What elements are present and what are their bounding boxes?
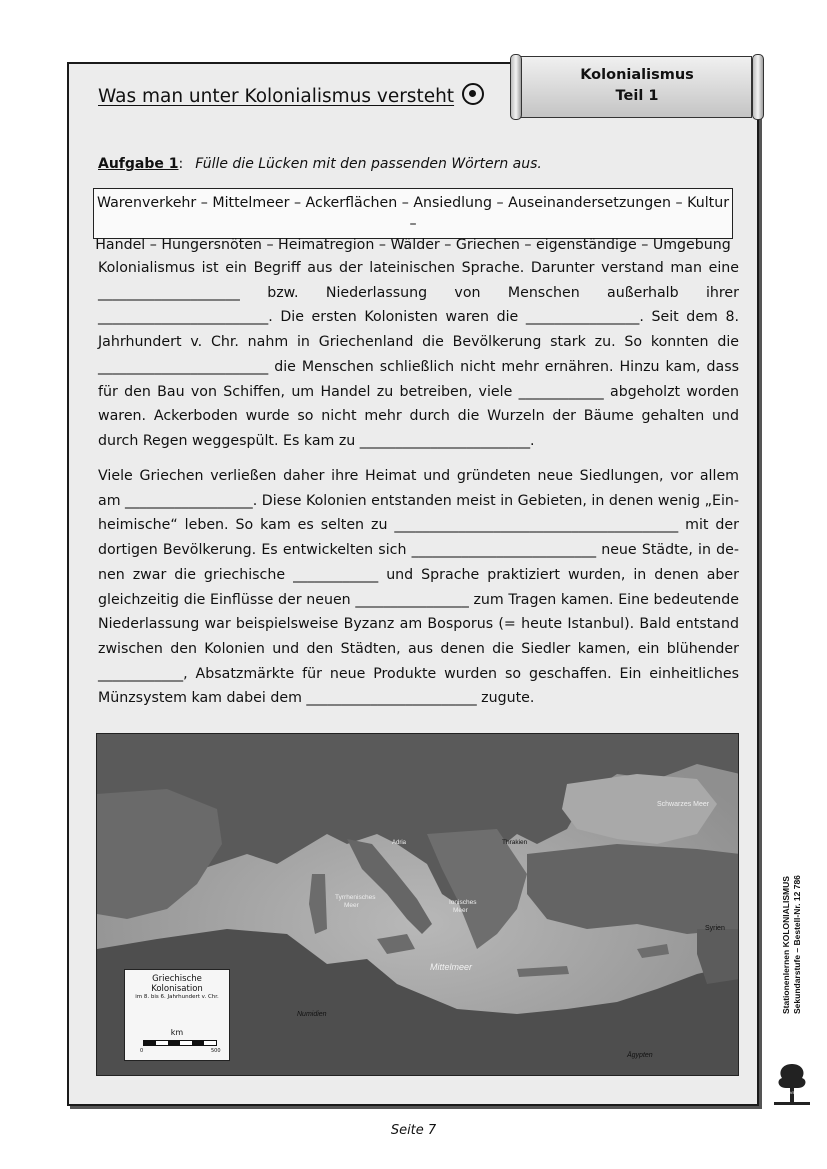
blank-field[interactable]: ____________ bbox=[98, 665, 184, 682]
word-bank-line-1: Warenverkehr – Mittelmeer – Ackerflächen – Ansiedlung – Auseinandersetzungen – Kultur – bbox=[96, 195, 730, 232]
task-label: Aufgabe 1 bbox=[98, 156, 179, 172]
task-colon: : bbox=[178, 156, 184, 172]
map-label-ionian-2: Meer bbox=[453, 907, 468, 914]
text-segment: Viele Griechen verließen daher ihre Heimat und gründeten neue Siedlungen, vor allem am bbox=[98, 468, 739, 509]
text-segment: und Sprache praktiziert wurden, in denen aber gleichzeitig die Einflüsse der neuen bbox=[98, 566, 739, 608]
map-label-black-sea: Schwarzes Meer bbox=[657, 801, 710, 808]
blank-field[interactable]: ________________________________________ bbox=[394, 517, 679, 534]
legend-unit: km bbox=[170, 1028, 184, 1037]
text-segment: die Menschen schließlich nicht mehr ernähren. Hinzu kam, dass für den Bau von Schiffen, um Handel zu betreiben, viele bbox=[98, 358, 739, 400]
blank-field[interactable]: ________________________ bbox=[98, 309, 269, 326]
blank-field[interactable]: __________________ bbox=[125, 492, 253, 509]
map-label-tyrrhenian-2: Meer bbox=[344, 902, 359, 909]
scroll-roll-left bbox=[510, 54, 522, 120]
title-row bbox=[98, 86, 454, 107]
text-segment: , Absatzmärkte für neue Produkte wurden so geschaffen. Ein einheitliches Münzsystem kam dabei dem bbox=[98, 665, 739, 707]
blank-field[interactable]: ________________________ bbox=[359, 432, 531, 449]
text-segment: . Die ersten Kolonisten waren die bbox=[268, 309, 526, 326]
blank-field[interactable]: ________________________ bbox=[98, 358, 269, 375]
map-label-syria: Syrien bbox=[705, 925, 725, 932]
text-segment: neue Städte, in denen zwar die griechische bbox=[98, 542, 740, 583]
text-segment: . Seit dem 8. Jahrhundert v. Chr. nahm in Griechenland die Bevölkerung stark zu. So konnten die bbox=[98, 309, 739, 351]
word-bank-line-2: Handel – Hungersnöten – Heimatregion – Wälder – Griechen – eigenständige – Umgebung bbox=[95, 237, 731, 253]
map-label-ionian-1: Ionisches bbox=[449, 899, 477, 906]
map-label-adriatic: Adria bbox=[392, 840, 407, 846]
map-legend bbox=[124, 969, 230, 1061]
blank-field[interactable]: ________________________ bbox=[306, 690, 477, 707]
blank-field[interactable]: ________________ bbox=[525, 309, 640, 326]
text-segment: zum Tragen kamen. Eine bedeutende Niederlassung war beispielsweise Byzanz am Bosporus (= heute Istanbul). Bald entstand zwischen den Kolonien und den Städten, aus denen die Siedler kamen, ein blühender bbox=[98, 591, 739, 657]
map-label-thrace: Thrakien bbox=[502, 839, 528, 846]
scale-bar bbox=[143, 1040, 217, 1046]
text-segment: Kolonialismus ist ein Begriff aus der lateinischen Sprache. Darunter verstand man eine bbox=[98, 260, 739, 276]
paragraph-2 bbox=[98, 464, 739, 711]
side-imprint-line-2: Sekundarstufe – Bestell-Nr. 12 786 bbox=[791, 875, 802, 1014]
text-segment: . bbox=[530, 432, 535, 449]
text-segment: bzw. Niederlassung von Menschen außerhalb ihrer bbox=[239, 284, 739, 301]
publisher-logo bbox=[772, 1058, 812, 1106]
word-bank bbox=[93, 188, 733, 253]
publisher-name: KOHL VERLAG bbox=[777, 1090, 807, 1095]
task-heading bbox=[98, 156, 542, 172]
map-label-egypt: Ägypten bbox=[627, 1052, 653, 1059]
paragraph-1 bbox=[98, 256, 739, 454]
blank-field[interactable]: ________________ bbox=[355, 591, 469, 608]
blank-field[interactable]: ____________________ bbox=[98, 284, 240, 301]
legend-subtitle: im 8. bis 6. Jahrhundert v. Chr. bbox=[135, 994, 219, 1000]
page-title: Was man unter Kolonialismus versteht bbox=[98, 86, 455, 107]
badge-subtitle: Teil 1 bbox=[615, 88, 659, 104]
blank-field[interactable]: ____________ bbox=[293, 566, 379, 583]
side-imprint bbox=[781, 844, 802, 1014]
text-segment: . Diese Kolonien entstanden meist in Gebieten, in denen wenig „Einheimische“ leben. So kam es selten zu bbox=[98, 492, 739, 534]
scale-end: 500 bbox=[211, 1048, 221, 1054]
target-icon bbox=[462, 83, 484, 105]
scale-start: 0 bbox=[140, 1048, 144, 1054]
task-instruction: Fülle die Lücken mit den passenden Wörtern aus. bbox=[195, 156, 542, 172]
map-label-numidia: Numidien bbox=[297, 1011, 327, 1018]
scroll-roll-right bbox=[752, 54, 764, 120]
map-label-tyrrhenian-1: Tyrrhenisches bbox=[335, 894, 376, 901]
blank-field[interactable]: ____________ bbox=[518, 383, 604, 400]
page-number: Seite 7 bbox=[390, 1123, 437, 1138]
text-segment: abgeholzt worden waren. Ackerboden wurde so nicht mehr durch die Wurzeln der Bäume gehalten und durch Regen weggespült. Es kam zu bbox=[98, 383, 740, 449]
text-segment: zugute. bbox=[476, 690, 535, 707]
map-label-mittelmeer: Mittelmeer bbox=[430, 962, 473, 972]
badge-title: Kolonialismus bbox=[580, 67, 694, 83]
blank-field[interactable]: __________________________ bbox=[411, 542, 597, 559]
side-imprint-line-1: Stationenlernen KOLONIALISMUS bbox=[781, 876, 791, 1014]
scroll-paper bbox=[520, 56, 752, 118]
legend-title: Griechische Kolonisation bbox=[151, 974, 203, 994]
chapter-badge bbox=[510, 54, 764, 120]
text-segment: mit der dortigen Bevölkerung. Es entwickelten sich bbox=[98, 517, 739, 559]
